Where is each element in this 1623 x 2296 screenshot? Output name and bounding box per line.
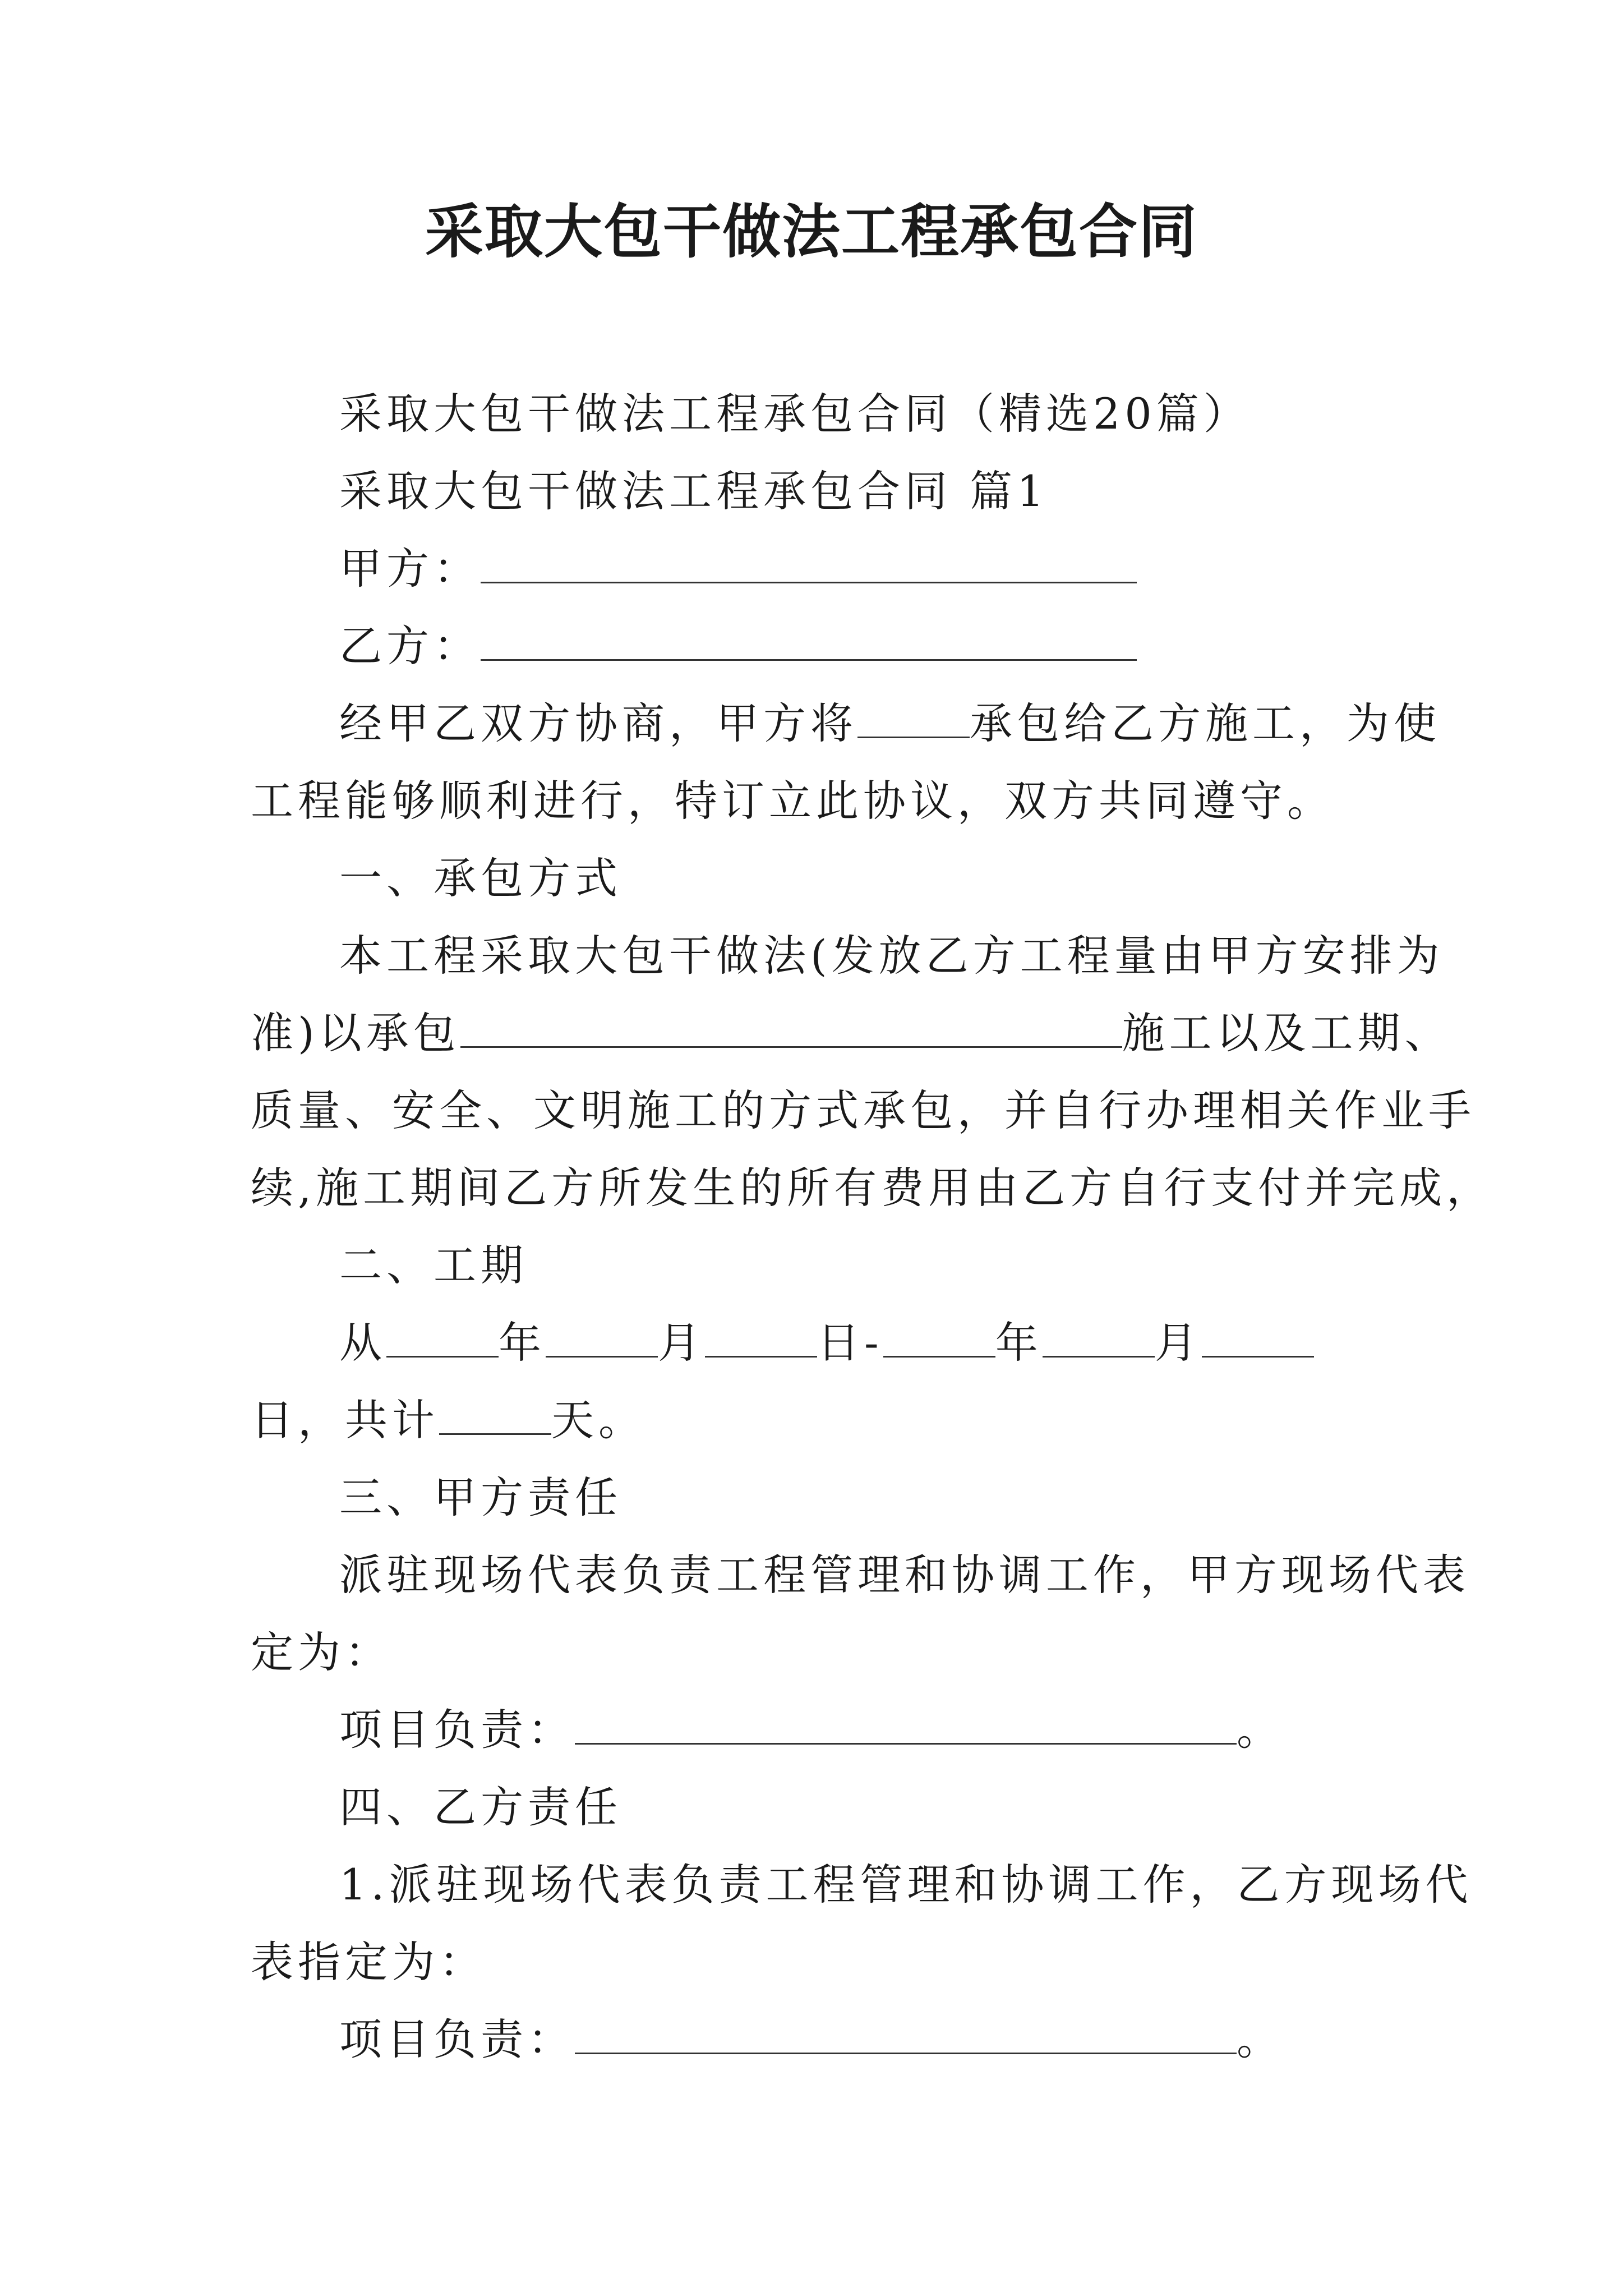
section-4-heading (339, 1779, 622, 1835)
section-2-heading-text: 二、工期 (339, 1240, 528, 1290)
party-b-project-period: 。 (1237, 2014, 1284, 2064)
party-a-label: 甲方： (339, 544, 481, 593)
intro-text-2: 工程能够顺利进行，特订立此协议，双方共同遵守。 (251, 776, 1334, 826)
party-b-project-line (339, 2012, 1284, 2068)
end-year-blank (883, 1315, 995, 1358)
section-3-text-1: 派驻现场代表负责工程管理和协调工作，甲方现场代表 (339, 1550, 1470, 1600)
end-day-total-label: 日，共计 (251, 1395, 439, 1445)
subtitle-text: 采取大包干做法工程承包合同（精选20篇） (339, 389, 1251, 439)
section-4-line-2 (251, 1934, 486, 1990)
intro-text-1a: 经甲乙双方协商，甲方将 (339, 698, 857, 748)
section-1-text-2a: 准)以承包 (251, 1008, 460, 1058)
document-title: 采取大包干做法工程承包合同 (425, 197, 1198, 266)
section-1-text-1: 本工程采取大包干做法(发放乙方工程量由甲方安排为 (339, 931, 1444, 981)
total-days-blank (439, 1393, 551, 1435)
date-from-label: 从 (339, 1318, 386, 1368)
intro-text-1b: 承包给乙方施工，为使 (970, 698, 1441, 748)
start-day-blank (705, 1315, 817, 1358)
days-end-label: 天。 (551, 1395, 645, 1445)
start-day-label: 日- (817, 1318, 883, 1368)
party-a-line (339, 541, 1137, 597)
start-year-label: 年 (499, 1318, 546, 1368)
section-4-heading-text: 四、乙方责任 (339, 1782, 622, 1832)
part-heading-line (339, 463, 1049, 519)
party-b-line (339, 618, 1137, 674)
end-day-blank (1202, 1315, 1314, 1358)
section-1-text-2b: 施工以及工期、 (1122, 1008, 1452, 1058)
section-4-text-2: 表指定为： (251, 1937, 486, 1987)
section-2-date-line (339, 1315, 1314, 1371)
part-heading-text: 采取大包干做法工程承包合同 篇1 (339, 466, 1049, 516)
section-1-text-3: 质量、安全、文明施工的方式承包，并自行办理相关作业手 (251, 1085, 1476, 1135)
intro-line-1 (339, 696, 1441, 752)
party-a-project-label: 项目负责： (339, 1705, 575, 1755)
end-month-blank (1043, 1315, 1155, 1358)
party-b-project-label: 项目负责： (339, 2014, 575, 2064)
section-4-text-1: 1.派驻现场代表负责工程管理和协调工作，乙方现场代 (339, 1860, 1473, 1910)
section-3-text-2: 定为： (251, 1627, 392, 1677)
section-2-total-line (251, 1392, 645, 1448)
party-b-blank (481, 619, 1137, 661)
party-a-project-blank (575, 1703, 1237, 1745)
start-year-blank (386, 1315, 499, 1358)
party-a-project-line (339, 1702, 1284, 1758)
section-1-line-2 (251, 1005, 1452, 1061)
section-3-line-2 (251, 1625, 392, 1681)
end-month-label: 月 (1154, 1318, 1202, 1368)
section-4-line-1 (339, 1857, 1473, 1913)
section-3-line-1 (339, 1547, 1470, 1603)
section-1-line-4 (251, 1160, 1493, 1216)
section-1-heading (339, 850, 622, 907)
party-b-label: 乙方： (339, 621, 481, 671)
section-3-heading (339, 1470, 622, 1526)
party-b-project-blank (575, 2012, 1237, 2054)
start-month-blank (546, 1315, 658, 1358)
party-a-project-period: 。 (1237, 1705, 1284, 1755)
intro-line-2 (251, 773, 1334, 829)
section-1-line-3 (251, 1083, 1476, 1139)
start-month-label: 月 (658, 1318, 705, 1368)
party-a-blank (481, 541, 1137, 583)
section-2-heading (339, 1237, 528, 1294)
contract-scope-blank (460, 1006, 1122, 1048)
section-1-line-1 (339, 928, 1444, 984)
subtitle-line (339, 386, 1251, 442)
section-1-heading-text: 一、承包方式 (339, 853, 622, 903)
project-blank (857, 696, 970, 738)
section-1-text-4: 续,施工期间乙方所发生的所有费用由乙方自行支付并完成， (251, 1163, 1494, 1213)
end-year-label: 年 (995, 1318, 1043, 1368)
section-3-heading-text: 三、甲方责任 (339, 1473, 622, 1522)
